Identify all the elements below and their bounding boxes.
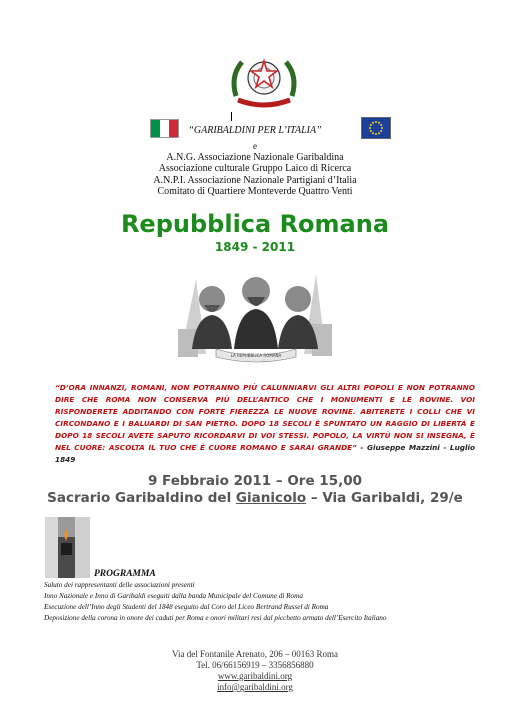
conjunction: e: [253, 141, 257, 151]
quote-text: “D’ORA INNANZI, ROMANI, NON POTRANNO PIÙ CALUNNIARVI GLI ALTRI POPOLI E NON POTRANNO DIRE CHE ROMA NON CONSERVA PIÙ DELL’ANTICO CHE I MONUMENTI E LE ROVINE. VOI RISPONDERETE ADDITANDO CON FORTE FIEREZZA LE NUOVE ROVINE. ABITERETE I COLLI CHE VI CIRCONDANO E I BALUARDI DI SAN PIETRO. DOPO 18 SECOLI È SPUNTATO UN RAGGIO DI LIBERTÀ E DOPO 18 SECOLI AVETE SAPUTO RICORDARVI DI VOI STESSI. POPOLO, LA VIRTÙ NON SI INSEGNA, È NEL CUORE: ASCOLTA IL TUO CHE È CUORE ROMANO E SARAI GRANDE”: [55, 383, 475, 452]
organizer-line: A.N.G. Associazione Nazionale Garibaldina: [166, 152, 344, 163]
event-date: 9 Febbraio 2011 – Ore 15,00: [147, 473, 363, 489]
organizer-line: Associazione culturale Gruppo Laico di Ricerca: [158, 163, 352, 174]
event-venue: Sacrario Garibaldino del Gianicolo – Via Garibaldi, 29/e: [47, 490, 463, 506]
program-item: Esecuzione dell’Inno degli Studenti del 1848 eseguito dal Coro del Liceo Bertrand Russel di Roma: [44, 603, 329, 611]
organizer-line: Comitato di Quartiere Monteverde Quattro Venti: [157, 186, 353, 197]
program-title: PROGRAMMA: [94, 569, 156, 579]
historical-portraits-image: [176, 269, 334, 364]
italian-republic-emblem: [226, 52, 302, 110]
program-item: Saluto dei rappresentanti delle associazioni presenti: [44, 581, 195, 589]
quote-attribution: - Giuseppe Mazzini - Luglio 1849: [55, 443, 475, 464]
years-subtitle: 1849 - 2011: [214, 240, 296, 254]
footer-phones: Tel. 06/66156919 – 3356856880: [196, 660, 314, 670]
page-title: Repubblica Romana: [120, 210, 390, 238]
tagline: “GARIBALDINI PER L’ITALIA”: [188, 125, 322, 136]
image-caption: LA REPUBBLICA ROMANA: [230, 353, 282, 358]
program-item: Deposizione della corona in onore dei caduti per Roma e onori militari resi dal picchetto armato dell’Esercito Italiano: [44, 614, 387, 622]
monument-photo: [45, 517, 90, 578]
organizer-line: A.N.P.I. Associazione Nazionale Partigiani d’Italia: [153, 175, 357, 186]
text-cursor: [231, 112, 232, 121]
program-item: Inno Nazionale e Inno di Garibaldi eseguiti dalla banda Municipale del Comune di Roma: [44, 592, 303, 600]
footer-website-link[interactable]: www.garibaldini.org: [217, 671, 293, 681]
footer-email-link[interactable]: info@garibaldini.org: [217, 682, 293, 692]
mazzini-quote: [55, 382, 475, 466]
footer-address: Via del Fontanile Arenato, 206 – 00163 Roma: [172, 649, 338, 659]
